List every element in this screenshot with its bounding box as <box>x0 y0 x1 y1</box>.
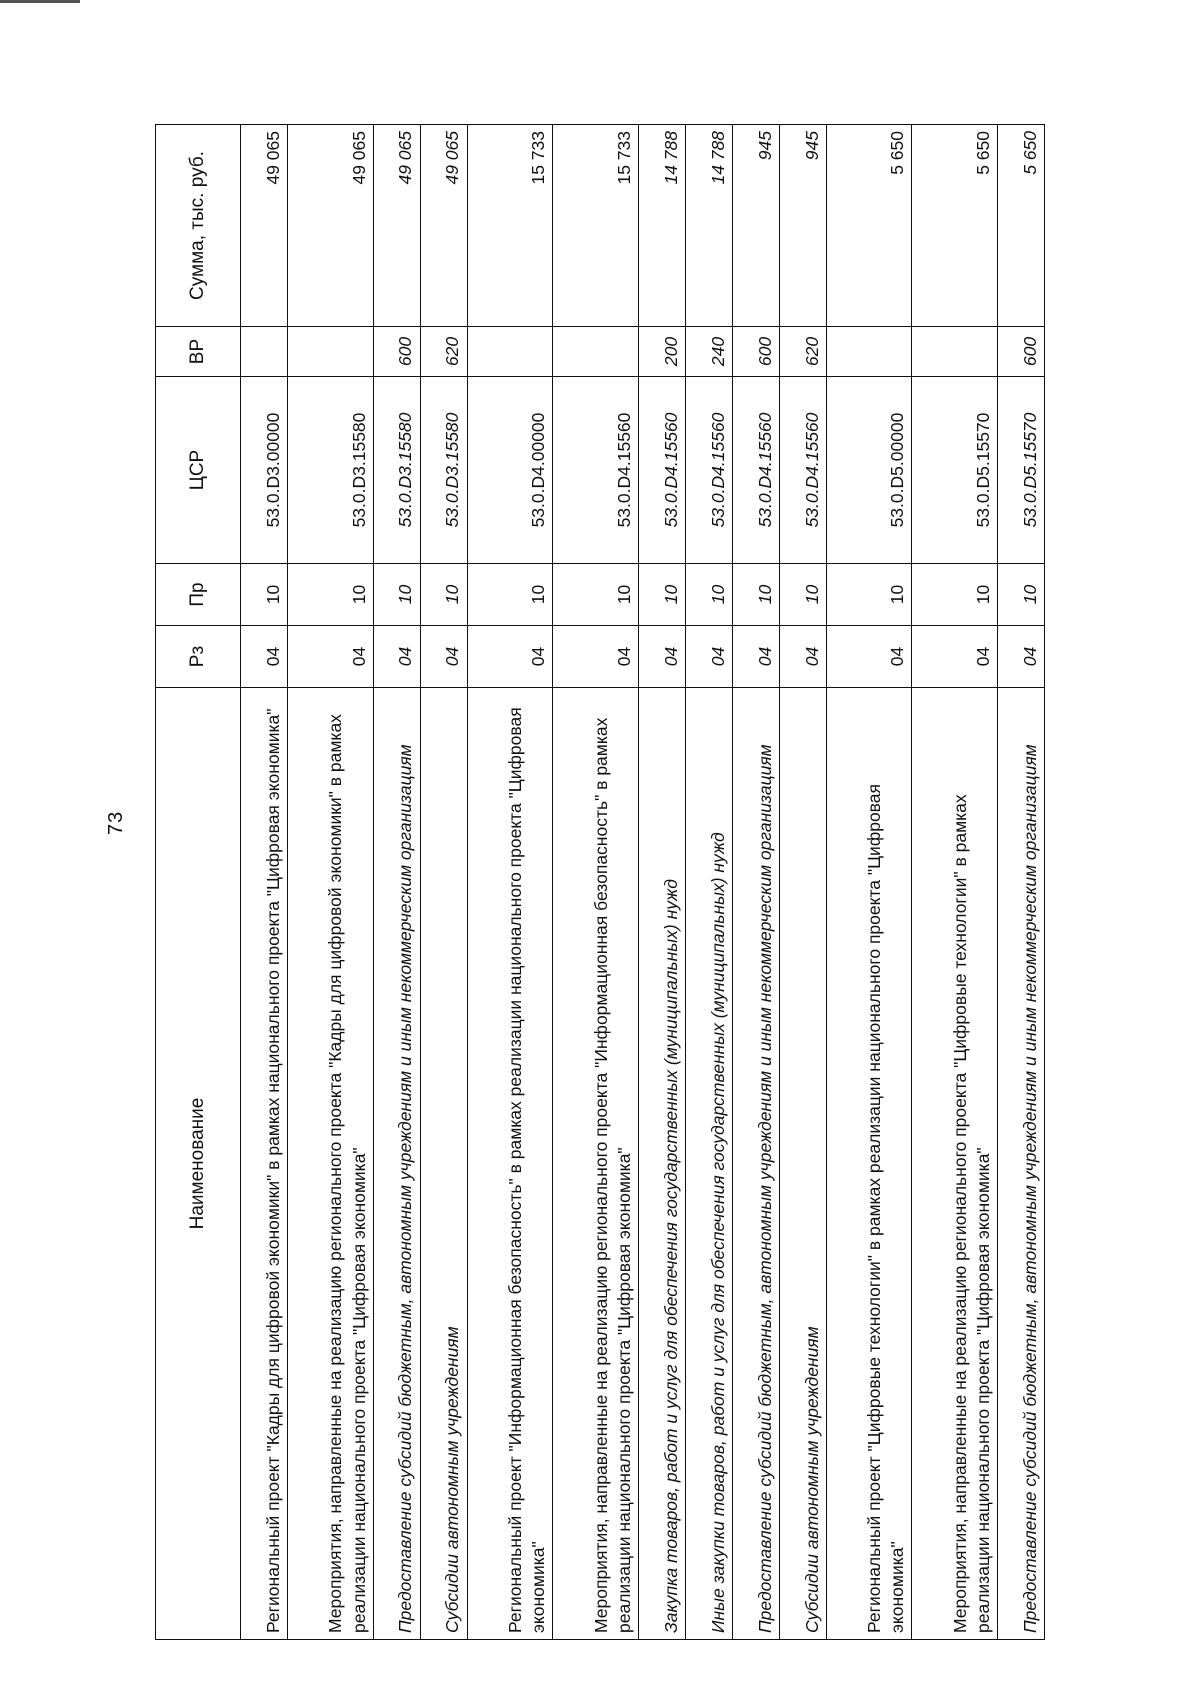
page-number: 73 <box>105 810 127 835</box>
cell-pr: 10 <box>685 564 732 626</box>
budget-table <box>155 124 1045 1640</box>
cell-pr: 10 <box>638 564 685 626</box>
cell-rz: 04 <box>638 626 685 688</box>
cell-name: Мероприятия, направленные на реализацию регионального проекта "Кадры для цифровой экономики" в рамках реализации национального проекта "Цифровая экономика" <box>287 688 373 1640</box>
cell-name: Закупка товаров, работ и услуг для обеспечения государственных (муниципальных) нужд <box>638 688 685 1640</box>
cell-pr: 10 <box>241 564 288 626</box>
cell-csr: 53.0.D4.00000 <box>467 377 553 564</box>
cell-pr: 10 <box>420 564 467 626</box>
cell-sum: 5 650 <box>826 125 912 327</box>
table-row <box>638 125 685 1640</box>
cell-sum: 49 065 <box>420 125 467 327</box>
cell-csr: 53.0.D3.15580 <box>373 377 420 564</box>
cell-sum: 49 065 <box>241 125 288 327</box>
cell-sum: 5 650 <box>997 125 1044 327</box>
cell-csr: 53.0.D3.15580 <box>420 377 467 564</box>
cell-rz: 04 <box>732 626 779 688</box>
cell-name: Предоставление субсидий бюджетным, автономным учреждениям и иным некоммерческим организациям <box>373 688 420 1640</box>
table-row <box>467 125 553 1640</box>
header-name: Наименование <box>156 688 241 1640</box>
cell-pr: 10 <box>826 564 912 626</box>
table-header-row <box>156 125 241 1640</box>
cell-vr: 200 <box>638 327 685 377</box>
cell-vr: 600 <box>997 327 1044 377</box>
cell-name: Региональный проект "Цифровые технологии" в рамках реализации национального проекта "Цифровая экономика" <box>826 688 912 1640</box>
cell-csr: 53.0.D4.15560 <box>553 377 639 564</box>
cell-csr: 53.0.D4.15560 <box>732 377 779 564</box>
cell-name: Региональный проект "Информационная безопасность" в рамках реализации национального проекта "Цифровая экономика" <box>467 688 553 1640</box>
cell-sum: 15 733 <box>467 125 553 327</box>
header-rz: Рз <box>156 626 241 688</box>
cell-pr: 10 <box>467 564 553 626</box>
cell-sum: 945 <box>732 125 779 327</box>
cell-rz: 04 <box>287 626 373 688</box>
cell-name: Мероприятия, направленные на реализацию регионального проекта "Цифровые технологии" в рамках реализации национального проекта "Цифровая экономика" <box>912 688 998 1640</box>
cell-pr: 10 <box>997 564 1044 626</box>
cell-vr: 600 <box>373 327 420 377</box>
cell-csr: 53.0.D3.15580 <box>287 377 373 564</box>
cell-rz: 04 <box>997 626 1044 688</box>
table-row <box>373 125 420 1640</box>
cell-name: Субсидии автономным учреждениям <box>779 688 826 1640</box>
table-row <box>420 125 467 1640</box>
cell-csr: 53.0.D5.00000 <box>826 377 912 564</box>
cell-sum: 945 <box>779 125 826 327</box>
scan-edge-mark <box>0 0 80 3</box>
cell-pr: 10 <box>287 564 373 626</box>
cell-pr: 10 <box>912 564 998 626</box>
header-csr: ЦСР <box>156 377 241 564</box>
cell-sum: 14 788 <box>685 125 732 327</box>
cell-rz: 04 <box>685 626 732 688</box>
cell-name: Предоставление субсидий бюджетным, автономным учреждениям и иным некоммерческим организациям <box>997 688 1044 1640</box>
cell-sum: 15 733 <box>553 125 639 327</box>
cell-name: Иные закупки товаров, работ и услуг для обеспечения государственных (муниципальных) нужд <box>685 688 732 1640</box>
cell-vr: 620 <box>779 327 826 377</box>
table-row <box>912 125 998 1640</box>
cell-csr: 53.0.D4.15560 <box>779 377 826 564</box>
header-vr: ВР <box>156 327 241 377</box>
table-row <box>779 125 826 1640</box>
cell-rz: 04 <box>912 626 998 688</box>
cell-vr <box>826 327 912 377</box>
cell-vr: 600 <box>732 327 779 377</box>
cell-name: Предоставление субсидий бюджетным, автономным учреждениям и иным некоммерческим организациям <box>732 688 779 1640</box>
cell-sum: 14 788 <box>638 125 685 327</box>
rotated-table-container <box>155 125 1045 1640</box>
cell-pr: 10 <box>779 564 826 626</box>
cell-rz: 04 <box>779 626 826 688</box>
cell-rz: 04 <box>553 626 639 688</box>
cell-rz: 04 <box>420 626 467 688</box>
table-row <box>553 125 639 1640</box>
table-row <box>287 125 373 1640</box>
cell-csr: 53.0.D4.15560 <box>638 377 685 564</box>
cell-vr <box>287 327 373 377</box>
cell-csr: 53.0.D5.15570 <box>997 377 1044 564</box>
cell-pr: 10 <box>553 564 639 626</box>
table-row <box>732 125 779 1640</box>
table-row <box>826 125 912 1640</box>
cell-rz: 04 <box>241 626 288 688</box>
cell-vr <box>241 327 288 377</box>
cell-rz: 04 <box>373 626 420 688</box>
cell-vr: 620 <box>420 327 467 377</box>
cell-vr <box>467 327 553 377</box>
header-sum: Сумма, тыс. руб. <box>156 125 241 327</box>
table-row <box>685 125 732 1640</box>
cell-sum: 49 065 <box>287 125 373 327</box>
cell-rz: 04 <box>467 626 553 688</box>
cell-vr: 240 <box>685 327 732 377</box>
cell-pr: 10 <box>373 564 420 626</box>
cell-name: Субсидии автономным учреждениям <box>420 688 467 1640</box>
cell-rz: 04 <box>826 626 912 688</box>
cell-sum: 5 650 <box>912 125 998 327</box>
cell-csr: 53.0.D4.15560 <box>685 377 732 564</box>
cell-name: Региональный проект "Кадры для цифровой экономики" в рамках национального проекта "Цифровая экономика" <box>241 688 288 1640</box>
cell-name: Мероприятия, направленные на реализацию регионального проекта "Информационная безопасность" в рамках реализации национального проекта "Цифровая экономика" <box>553 688 639 1640</box>
cell-sum: 49 065 <box>373 125 420 327</box>
cell-vr <box>912 327 998 377</box>
cell-pr: 10 <box>732 564 779 626</box>
cell-csr: 53.0.D5.15570 <box>912 377 998 564</box>
cell-vr <box>553 327 639 377</box>
table-row <box>997 125 1044 1640</box>
cell-csr: 53.0.D3.00000 <box>241 377 288 564</box>
header-pr: Пр <box>156 564 241 626</box>
table-row <box>241 125 288 1640</box>
